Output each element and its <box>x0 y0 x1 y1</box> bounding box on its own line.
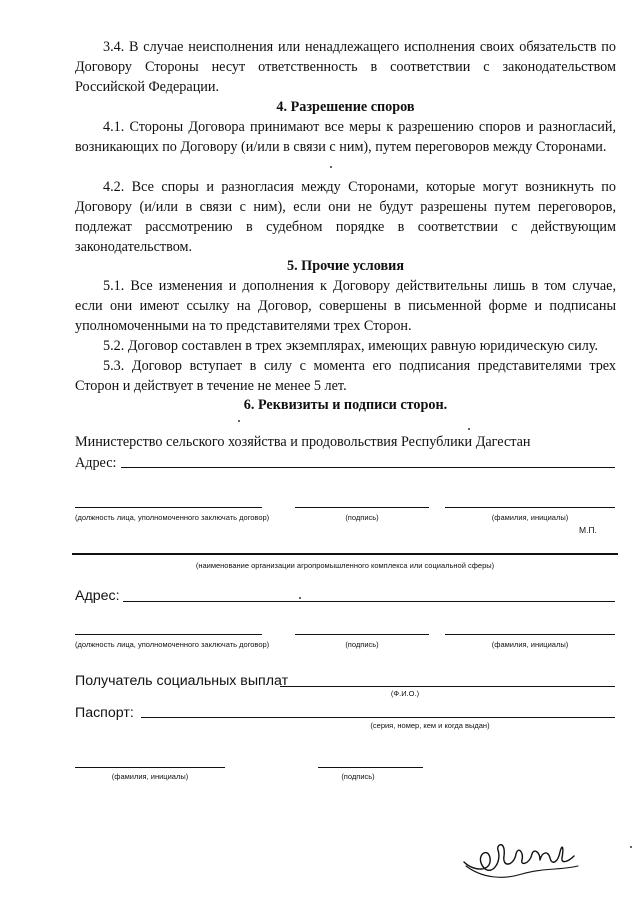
clause-5-2: 5.2. Договор составлен в трех экземплярах, имеющих равную юридическую силу. <box>103 338 598 354</box>
recipient-signature-line[interactable] <box>318 767 423 768</box>
organization-signature-line[interactable] <box>295 634 429 635</box>
heading-section-5: 5. Прочие условия <box>286 258 405 274</box>
heading-section-6: 6. Реквизиты и подписи сторон. <box>243 397 448 413</box>
ministry-position-line[interactable] <box>75 507 262 508</box>
recipient-label: Получатель социальных выплат <box>75 673 289 689</box>
organization-position-line[interactable] <box>75 634 262 635</box>
recipient-fio-caption: (Ф.И.О.) <box>390 689 420 698</box>
ministry-stamp-mark: М.П. <box>579 525 597 535</box>
clause-3-4: 3.4. В случае неисполнения или ненадлежащего исполнения своих обязательств по Договору Стороны несут ответственность в соответствии с законодательством Российской Федерации. <box>75 39 616 95</box>
organization-address-label: Адрес: <box>75 588 120 604</box>
clause-4-2: 4.2. Все споры и разногласия между Сторонами, которые могут возникнуть по Договору (и/или в связи с ним), если они не будут разрешены путем переговоров, подлежат рассмотрению в судебном порядке в соответствии с действующим законодательством. <box>75 179 616 255</box>
organization-name-line[interactable] <box>72 553 618 555</box>
recipient-fio-line[interactable] <box>280 686 615 687</box>
ministry-surname-line[interactable] <box>445 507 615 508</box>
ministry-surname-caption: (фамилия, инициалы) <box>491 513 569 522</box>
scan-speck <box>468 428 470 430</box>
passport-label: Паспорт: <box>75 705 134 721</box>
passport-line[interactable] <box>141 717 615 718</box>
ministry-signature-caption: (подпись) <box>345 513 379 522</box>
recipient-signature-caption: (подпись) <box>341 772 375 781</box>
organization-position-caption: (должность лица, уполномоченного заключать договор) <box>75 640 270 649</box>
passport-caption: (серия, номер, кем и когда выдан) <box>370 721 490 730</box>
ministry-address-line[interactable] <box>121 467 615 468</box>
ministry-signature-line[interactable] <box>295 507 429 508</box>
recipient-surname-caption: (фамилия, инициалы) <box>111 772 189 781</box>
scan-speck <box>299 597 301 599</box>
organization-address-line[interactable] <box>123 601 615 602</box>
organization-name-caption: (наименование организации агропромышленного комплекса или социальной сферы) <box>195 561 495 570</box>
ministry-address-label: Адрес: <box>75 455 117 471</box>
organization-signature-caption: (подпись) <box>345 640 379 649</box>
clause-4-1: 4.1. Стороны Договора принимают все меры к разрешению споров и разногласий, возникающих по Договору (и/или в связи с ним), путем переговоров между Сторонами. <box>75 119 616 155</box>
scan-speck <box>330 166 332 168</box>
scan-speck <box>238 420 240 422</box>
handwritten-signature-mark <box>462 822 582 882</box>
scan-speck <box>630 846 632 848</box>
ministry-name: Министерство сельского хозяйства и продовольствия Республики Дагестан <box>75 434 531 450</box>
heading-section-4: 4. Разрешение споров <box>276 99 415 115</box>
ministry-position-caption: (должность лица, уполномоченного заключать договор) <box>75 513 270 522</box>
organization-surname-line[interactable] <box>445 634 615 635</box>
clause-5-3: 5.3. Договор вступает в силу с момента его подписания представителями трех Сторон и действует в течение не менее 5 лет. <box>75 358 616 394</box>
recipient-surname-line[interactable] <box>75 767 225 768</box>
clause-5-1: 5.1. Все изменения и дополнения к Договору действительны лишь в том случае, если они имеют ссылку на Договор, совершены в письменной форме и подписаны уполномоченными на то представителями трех Сторон. <box>75 278 616 334</box>
organization-surname-caption: (фамилия, инициалы) <box>491 640 569 649</box>
